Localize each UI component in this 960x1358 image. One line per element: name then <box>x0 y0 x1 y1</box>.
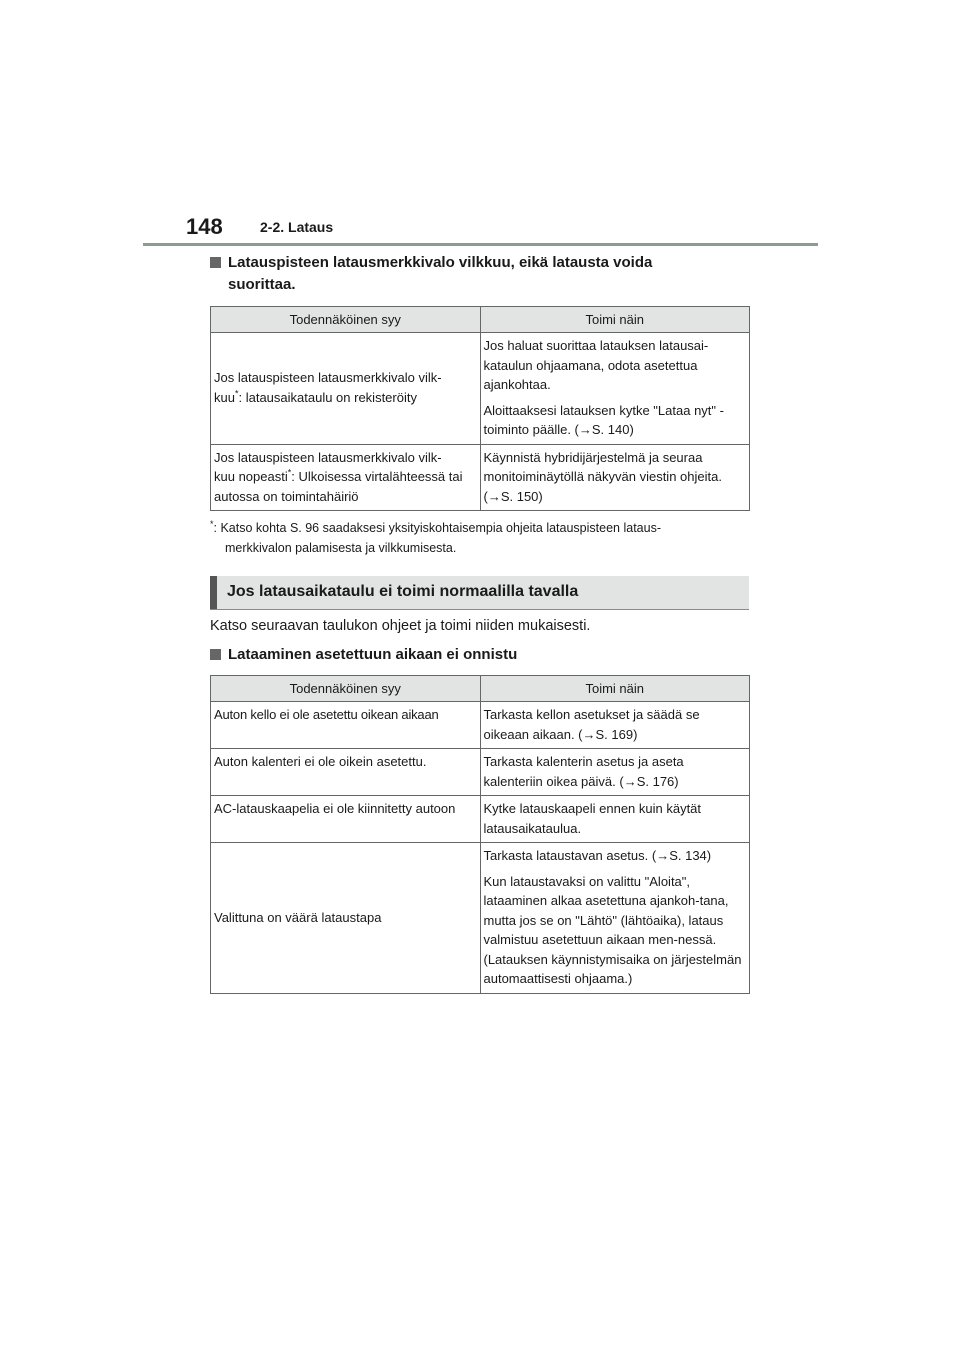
cause-text-c: : Ulkoisessa virtalähteessä tai autossa on toimintahäiriö <box>214 469 463 504</box>
header-divider <box>143 243 818 246</box>
chapter-title: 2-2. Lataus <box>260 219 334 235</box>
action-paragraph: Kytke latauskaapeli ennen kuin käytät latausaikataulua. <box>483 801 702 836</box>
action-paragraph: Tarkasta lataustavan asetus. (→S. 134) <box>483 848 712 863</box>
table-header-row <box>211 307 750 333</box>
action-cell <box>480 444 750 511</box>
table-row <box>211 702 750 749</box>
cause-cell <box>211 444 481 511</box>
page-header <box>0 0 960 250</box>
subheading-charging-light-blinking <box>210 252 652 296</box>
page-number: 148 <box>186 214 223 239</box>
action-cell <box>480 749 750 796</box>
troubleshooting-table-1 <box>210 306 750 511</box>
footnote <box>210 518 755 558</box>
action-cell <box>480 702 750 749</box>
subheading-text: Lataaminen asetettuun aikaan ei onnistu <box>228 646 518 663</box>
section-title: Jos latausaikataulu ei toimi normaalilla tavalla <box>227 583 579 600</box>
action-cell <box>480 796 750 843</box>
cause-cell: Auton kello ei ole asetettu oikean aikaan <box>211 702 481 749</box>
square-bullet-icon <box>210 257 221 268</box>
subheading-line-2: suorittaa. <box>228 276 296 293</box>
table-row <box>211 843 750 994</box>
footnote-ref: * <box>234 388 239 399</box>
cause-text-a: Jos latauspisteen latausmerkkivalo vilk- <box>214 449 442 465</box>
col-header-action: Toimi näin <box>480 676 750 702</box>
cause-cell <box>211 333 481 445</box>
action-paragraph: Käynnistä hybridijärjestelmä ja seuraa monitoiminäytöllä näkyvän viestin ohjeita. (→S. 150) <box>483 449 722 504</box>
table-row <box>211 333 750 445</box>
table-row <box>211 749 750 796</box>
col-header-cause: Todennäköinen syy <box>211 676 481 702</box>
table-row <box>211 796 750 843</box>
section-bar-accent <box>210 576 217 609</box>
table-row <box>211 444 750 511</box>
square-bullet-icon <box>210 649 221 660</box>
subheading-line-1: Latauspisteen latausmerkkivalo vilkkuu, eikä latausta voida <box>228 254 653 271</box>
col-header-cause: Todennäköinen syy <box>211 307 481 333</box>
action-paragraph: Kun lataustavaksi on valittu "Aloita", lataaminen alkaa asetettuna ajankoh-tana, mutta jos se on "Lähtö" (lähtöaika), lataus valmistuu asetettuun aikaan men-nessä. (Latauksen käynnistymisaika on järjestelmän automaattisesti ohjaama.) <box>483 873 742 986</box>
cause-text-a: Jos latauspisteen latausmerkkivalo vilk- <box>214 370 442 386</box>
section-title-band <box>210 576 749 610</box>
footnote-line-1: : Katso kohta S. 96 saadaksesi yksityiskohtaisempia ohjeita latauspisteen lataus- <box>213 521 661 535</box>
col-header-action: Toimi näin <box>480 307 750 333</box>
troubleshooting-table-2 <box>210 675 750 994</box>
footnote-ref: * <box>287 467 292 478</box>
action-paragraph: Jos haluat suorittaa latauksen latausai-kataulun ohjaamana, odota asetettua ajankohtaa. <box>483 338 709 392</box>
action-cell <box>480 333 750 445</box>
footnote-mark: * <box>210 518 214 529</box>
action-paragraph: Tarkasta kalenterin asetus ja aseta kalenteriin oikea päivä. (→S. 176) <box>483 754 684 789</box>
table-header-row <box>211 676 750 702</box>
action-cell <box>480 843 750 994</box>
cause-text-b: kuu nopeasti <box>214 469 288 484</box>
cause-text-c: : latausaikataulu on rekisteröity <box>238 389 417 405</box>
cause-cell: Valittuna on väärä lataustapa <box>211 843 481 994</box>
intro-paragraph: Katso seuraavan taulukon ohjeet ja toimi niiden mukaisesti. <box>210 618 591 634</box>
action-paragraph: Aloittaaksesi latauksen kytke "Lataa nyt" -toiminto päälle. (→S. 140) <box>483 402 724 437</box>
action-paragraph: Tarkasta kellon asetukset ja säädä se oikeaan aikaan. (→S. 169) <box>483 707 700 742</box>
cause-text-b: kuu <box>214 389 235 405</box>
subheading-scheduled-charging-fails <box>210 644 517 666</box>
cause-cell: AC-latauskaapelia ei ole kiinnitetty autoon <box>211 796 481 843</box>
footnote-line-2: merkkivalon palamisesta ja vilkkumisesta. <box>225 541 457 555</box>
cause-cell: Auton kalenteri ei ole oikein asetettu. <box>211 749 481 796</box>
